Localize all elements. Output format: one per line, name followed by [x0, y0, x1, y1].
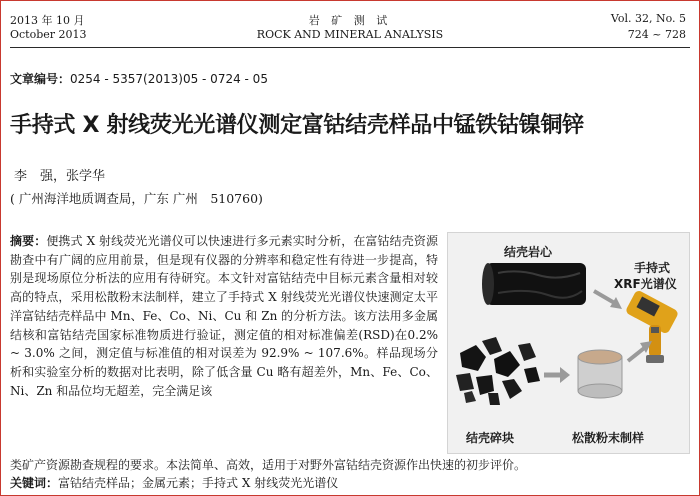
keywords	[10, 474, 338, 491]
graphical-abstract	[447, 232, 690, 454]
article-number-label: 文章编号：	[10, 72, 71, 86]
header-volume: Vol. 32, No. 5	[610, 12, 686, 25]
xrf-device-icon	[625, 289, 680, 363]
caption-device-1: 手持式	[634, 261, 671, 275]
article-authors: 李 强，张学华	[14, 169, 106, 184]
keywords-label: 关键词：	[10, 476, 59, 490]
article-title: 手持式 X 射线荧光光谱仪测定富钴结壳样品中锰铁钴镍铜锌	[10, 113, 584, 138]
powder-sample-cup	[578, 350, 622, 398]
header-pages: 724 ~ 728	[627, 28, 686, 41]
crust-core-end	[482, 263, 494, 305]
header-rule	[10, 47, 690, 48]
abstract-label: 摘要：	[10, 234, 47, 248]
caption-powder: 松散粉末制样	[572, 431, 645, 445]
header-journal-cn: 岩 矿 测 试	[308, 14, 392, 27]
header-date-en: October 2013	[10, 28, 87, 41]
crust-fragments-image	[456, 337, 540, 405]
header-journal-en: ROCK AND MINERAL ANALYSIS	[256, 28, 444, 41]
crust-core-image	[486, 263, 586, 305]
caption-crust-fragments: 结壳碎块	[466, 431, 515, 445]
abstract	[10, 232, 438, 400]
article-number	[10, 70, 268, 87]
abstract-tail: 类矿产资源勘查规程的要求。本法简单、高效，适用于对野外富钴结壳资源作出快速的初步评价。	[10, 458, 527, 472]
caption-device-2: XRF光谱仪	[614, 277, 677, 291]
caption-crust-core: 结壳岩心	[504, 245, 553, 259]
article-number-value: 0254 - 5357(2013)05 - 0724 - 05	[70, 72, 268, 86]
journal-header	[0, 0, 700, 52]
article-affiliation: ( 广州海洋地质调查局，广东 广州 510760)	[10, 191, 263, 206]
keywords-text: 富钴结壳样品；金属元素；手持式 X 射线荧光光谱仪	[58, 476, 339, 490]
abstract-text: 便携式 X 射线荧光光谱仪可以快速进行多元素实时分析，在富钴结壳资源勘查中有广阔的应用前景，但是现有仪器的分辨率和稳定性有待进一步提高，特别是现场原位分析法的应用有待研究。本文针对富钴结壳中目标元素含量相对较高的特点，采用松散粉末法制样，建立了手持式 X 射线荧光光谱仪快速测定太平洋富钴结壳样品中 Mn、Fe、Co、Ni、Cu 和 Zn 的分析方法。该方法用多金属结核和富钴结壳国家标准物质进行验证，测定值的相对标准偏差(RSD)在0.2% ~ 3.0% 之间，测定值与标准值的相对误差为 92.9% ~ 107.6%。样品现场分析和实验室分析的数据对比表明，除了低含量 Cu 略有超差外，Mn、Fe、Co、Ni、Zn 和品位均无超差，完全满足该	[10, 234, 438, 398]
header-date-cn: 2013 年 10 月	[10, 14, 85, 27]
